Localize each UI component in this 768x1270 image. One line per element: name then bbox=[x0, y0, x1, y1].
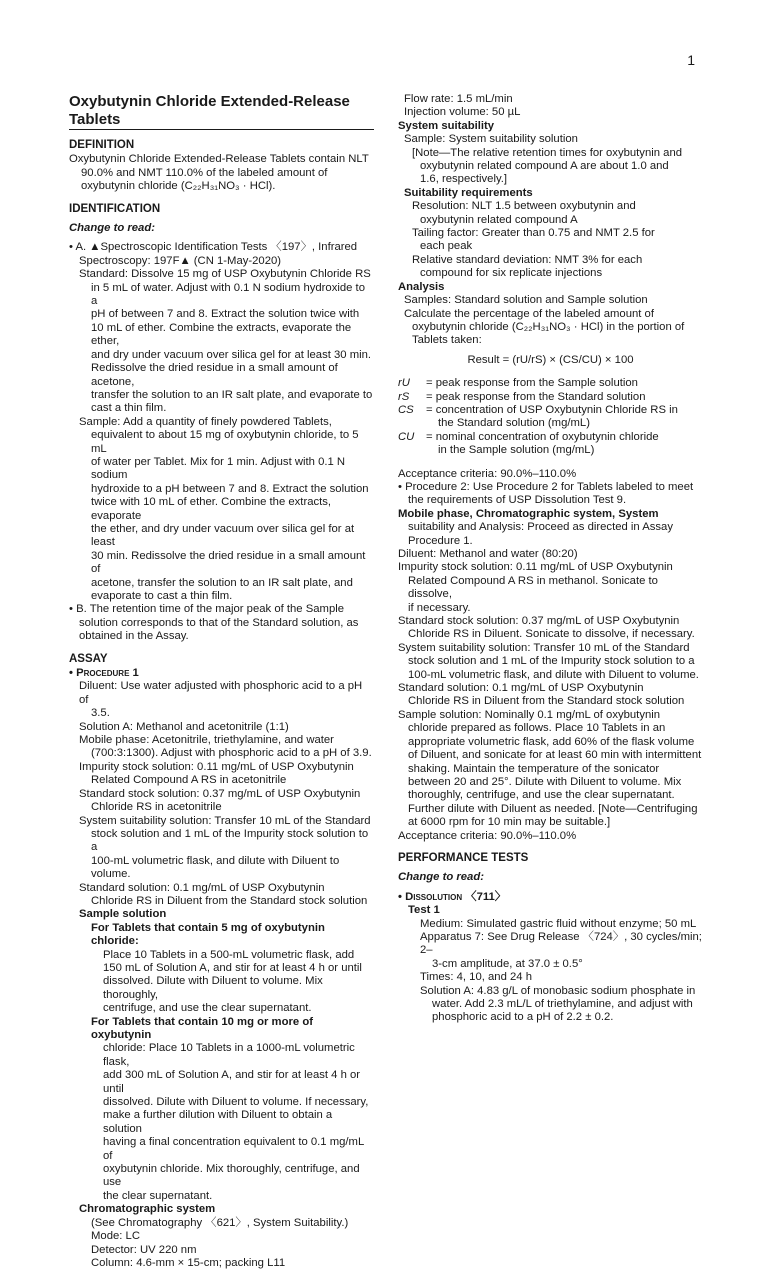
apparatus-line: Apparatus 7: See Drug Release 〈724〉, 30 cycles/min; 2– bbox=[420, 930, 702, 957]
times-line: Times: 4, 10, and 24 h bbox=[420, 971, 532, 984]
left-column bbox=[69, 93, 374, 1270]
tablets-5mg-line: dissolved. Dilute with Diluent to volume. Mix thoroughly, bbox=[103, 975, 323, 1001]
test-1-heading: Test 1 bbox=[408, 904, 440, 917]
monograph-title-line1: Oxybutynin Chloride Extended-Release bbox=[69, 93, 350, 110]
mobile-phase-system-line: Procedure 1. bbox=[408, 534, 473, 547]
spacer bbox=[398, 458, 703, 468]
sample-solution-2-line: chloride prepared as follows. Place 10 Tablets in an bbox=[408, 722, 666, 735]
sample-line: equivalent to about 15 mg of oxybutynin chloride, to 5 mL bbox=[91, 429, 359, 455]
solution-a-2-line: water. Add 2.3 mL/L of triethylamine, and adjust with bbox=[432, 998, 693, 1010]
sample-line: twice with 10 mL of ether. Combine the extracts, evaporate bbox=[91, 496, 332, 522]
diluent-2-line: Diluent: Methanol and water (80:20) bbox=[398, 548, 578, 560]
diluent-line: 3.5. bbox=[91, 707, 110, 720]
sample-line: evaporate to cast a thin film. bbox=[91, 590, 233, 602]
sample-solution-2-line: at 6000 rpm for 10 min may be suitable.] bbox=[408, 816, 611, 829]
note-line: 1.6, respectively.] bbox=[420, 173, 508, 186]
chromatography-reference: (See Chromatography 〈621〉, System Suitability.) bbox=[91, 1216, 349, 1229]
standard-line: pH of between 7 and 8. Extract the solution twice with bbox=[91, 308, 360, 321]
medium-line: Medium: Simulated gastric fluid without enzyme; 50 mL bbox=[420, 917, 697, 930]
standard-line: Standard: Dissolve 15 mg of USP Oxybutynin Chloride RS bbox=[79, 268, 371, 281]
standard-stock-2-line: Chloride RS in Diluent. Sonicate to dissolve, if necessary. bbox=[408, 628, 695, 641]
sample-line: acetone, transfer the solution to an IR salt plate, and bbox=[91, 576, 353, 589]
change-to-read-label: Change to read: bbox=[69, 222, 155, 235]
detector-line: Detector: UV 220 nm bbox=[91, 1243, 197, 1256]
identification-b-line: solution corresponds to that of the Standard solution, as bbox=[79, 616, 359, 629]
acceptance-criteria-line: Acceptance criteria: 90.0%–110.0% bbox=[398, 467, 577, 480]
resolution-line: oxybutynin related compound A bbox=[420, 213, 578, 226]
note-line: [Note—The relative retention times for oxybutynin and bbox=[412, 146, 683, 159]
tablets-10mg-line: chloride: Place 10 Tablets in a 1000-mL volumetric flask, bbox=[103, 1042, 355, 1068]
flow-rate-line: Flow rate: 1.5 mL/min bbox=[404, 93, 513, 105]
acceptance-criteria-2-line: Acceptance criteria: 90.0%–110.0% bbox=[398, 829, 577, 842]
identification-b-line: • B. The retention time of the major peak of the Sample bbox=[69, 603, 345, 616]
definition-text: = concentration of USP Oxybutynin Chloride RS in bbox=[426, 403, 678, 416]
solution-a-line: Solution A: Methanol and acetonitrile (1:1) bbox=[79, 720, 289, 733]
standard-stock-2-line: Standard stock solution: 0.37 mg/mL of USP Oxybutynin bbox=[398, 615, 680, 628]
standard-line: cast a thin film. bbox=[91, 402, 167, 415]
chromatographic-system-heading: Chromatographic system bbox=[79, 1203, 216, 1216]
dissolution-heading: • Dissolution 〈711〉 bbox=[398, 890, 507, 903]
definition-ru bbox=[398, 377, 703, 390]
solution-a-2-line: Solution A: 4.83 g/L of monobasic sodium phosphate in bbox=[420, 984, 696, 997]
monograph-title-line2: Tablets bbox=[69, 111, 121, 128]
standard-solution-2-line: Chloride RS in Diluent from the Standard stock solution bbox=[408, 695, 685, 708]
calculate-line: oxybutynin chloride (C₂₂H₃₁NO₃ · HCl) in the portion of bbox=[412, 320, 685, 333]
rsd-line: compound for six replicate injections bbox=[420, 267, 603, 280]
sample-solution-heading: Sample solution bbox=[79, 908, 167, 921]
note-line: oxybutynin related compound A are about 1.0 and bbox=[420, 160, 669, 173]
system-suitability-solution-line: 100-mL volumetric flask, and dilute with Diluent to volume. bbox=[91, 854, 340, 881]
samples-line: Samples: Standard solution and Sample solution bbox=[404, 294, 648, 307]
diluent-line: Diluent: Use water adjusted with phosphoric acid to a pH of bbox=[79, 680, 363, 706]
mobile-phase-system-line: Mobile phase, Chromatographic system, System bbox=[398, 507, 659, 520]
tailing-factor-line: Tailing factor: Greater than 0.75 and NMT 2.5 for bbox=[412, 227, 655, 240]
tablets-10mg-line: dissolved. Dilute with Diluent to volume. If necessary, bbox=[103, 1096, 369, 1109]
right-column bbox=[398, 93, 703, 1025]
standard-line: in 5 mL of water. Adjust with 0.1 N sodium hydroxide to a bbox=[91, 281, 365, 308]
standard-solution-line: Standard solution: 0.1 mg/mL of USP Oxybutynin bbox=[79, 881, 325, 894]
definition-heading: DEFINITION bbox=[69, 139, 135, 151]
sample-line: hydroxide to a pH between 7 and 8. Extract the solution bbox=[91, 482, 369, 495]
calculate-line: Tablets taken: bbox=[412, 334, 482, 347]
standard-solution-2-line: Standard solution: 0.1 mg/mL of USP Oxybutynin bbox=[398, 682, 644, 695]
result-formula: Result = (rU/rS) × (CS/CU) × 100 bbox=[467, 353, 634, 366]
system-suitability-2-line: 100-mL volumetric flask, and dilute with Diluent to volume. bbox=[408, 668, 699, 681]
tablets-10mg-line: the clear supernatant. bbox=[103, 1189, 213, 1202]
system-suitability-2-line: stock solution and 1 mL of the Impurity stock solution to a bbox=[408, 655, 695, 668]
sample-solution-2-line: appropriate volumetric flask, add 60% of the flask volume bbox=[408, 735, 695, 748]
mode-line: Mode: LC bbox=[91, 1230, 140, 1243]
impurity-stock-2-line: if necessary. bbox=[408, 601, 471, 614]
symbol-ru: rU bbox=[398, 377, 410, 390]
resolution-line: Resolution: NLT 1.5 between oxybutynin and bbox=[412, 200, 636, 213]
tablets-10mg-line: having a final concentration equivalent to 0.1 mg/mL of bbox=[103, 1136, 364, 1162]
definition-cu bbox=[398, 431, 703, 444]
impurity-stock-line: Related Compound A RS in acetonitrile bbox=[91, 774, 287, 787]
standard-line: Redissolve the dried residue in a small amount of acetone, bbox=[91, 362, 338, 388]
definition-text: = peak response from the Sample solution bbox=[426, 377, 638, 390]
system-suitability-solution-line: System suitability solution: Transfer 10 mL of the Standard bbox=[79, 814, 371, 827]
identification-b-line: obtained in the Assay. bbox=[79, 630, 189, 643]
symbol-cs: CS bbox=[398, 403, 414, 416]
column-line: Column: 4.6-mm × 15-cm; packing L11 bbox=[91, 1256, 286, 1269]
system-suitability-heading: System suitability bbox=[398, 119, 495, 132]
tablets-5mg-line: Place 10 Tablets in a 500-mL volumetric flask, add bbox=[103, 948, 355, 961]
tablets-5mg-line: 150 mL of Solution A, and stir for at least 4 h or until bbox=[103, 961, 362, 974]
tablets-10mg-line: For Tablets that contain 10 mg or more of oxybutynin bbox=[91, 1015, 313, 1041]
definition-line: oxybutynin chloride (C₂₂H₃₁NO₃ · HCl). bbox=[81, 180, 276, 193]
mobile-phase-line: (700:3:1300). Adjust with phosphoric acid to a pH of 3.9. bbox=[91, 747, 372, 760]
sample-solution-2-line: Sample solution: Nominally 0.1 mg/mL of oxybutynin bbox=[398, 708, 661, 721]
standard-stock-line: Standard stock solution: 0.37 mg/mL of USP Oxybutynin bbox=[79, 787, 361, 800]
sample-solution-2-line: between 20 and 25°. Dilute with Diluent to volume. Mix bbox=[408, 775, 682, 788]
identification-a-line: • A. ▲Spectroscopic Identification Tests 〈197〉, Infrared bbox=[69, 241, 358, 254]
apparatus-line: 3-cm amplitude, at 37.0 ± 0.5° bbox=[432, 957, 583, 970]
mobile-phase-system-line: suitability and Analysis: Proceed as directed in Assay bbox=[408, 521, 673, 534]
definition-line: 90.0% and NMT 110.0% of the labeled amount of bbox=[81, 166, 328, 179]
solution-a-2-line: phosphoric acid to a pH of 2.2 ± 0.2. bbox=[432, 1011, 614, 1024]
sample-solution-2-line: shaking. Maintain the temperature of the sonicator bbox=[408, 762, 660, 775]
tablets-5mg-line: centrifuge, and use the clear supernatant. bbox=[103, 1002, 312, 1015]
assay-heading: ASSAY bbox=[69, 652, 108, 665]
mobile-phase-line: Mobile phase: Acetonitrile, triethylamine, and water bbox=[79, 734, 334, 747]
tablets-5mg-line: For Tablets that contain 5 mg of oxybutynin chloride: bbox=[91, 921, 325, 948]
definition-line: Oxybutynin Chloride Extended-Release Tablets contain NLT bbox=[69, 153, 369, 166]
impurity-stock-line: Impurity stock solution: 0.11 mg/mL of USP Oxybutynin bbox=[79, 760, 354, 773]
definition-text: = nominal concentration of oxybutynin chloride bbox=[426, 430, 659, 443]
procedure-1-heading: • Procedure 1 bbox=[69, 667, 139, 680]
tablets-10mg-line: add 300 mL of Solution A, and stir for at least 4 h or until bbox=[103, 1069, 361, 1095]
suitability-requirements-heading: Suitability requirements bbox=[404, 186, 533, 199]
impurity-stock-2-line: Related Compound A RS in methanol. Sonicate to dissolve, bbox=[408, 574, 658, 601]
tailing-factor-line: each peak bbox=[420, 240, 473, 253]
definition-cs bbox=[398, 404, 703, 417]
standard-solution-line: Chloride RS in Diluent from the Standard stock solution bbox=[91, 894, 368, 907]
rsd-line: Relative standard deviation: NMT 3% for each bbox=[412, 253, 643, 266]
tablets-10mg-line: oxybutynin chloride. Mix thoroughly, centrifuge, and use bbox=[103, 1163, 360, 1189]
page-number: 1 bbox=[687, 52, 695, 68]
identification-heading: IDENTIFICATION bbox=[69, 202, 161, 215]
standard-stock-line: Chloride RS in acetonitrile bbox=[91, 801, 222, 814]
sample-line: 30 min. Redissolve the dried residue in a small amount of bbox=[91, 549, 366, 576]
symbol-cu: CU bbox=[398, 430, 415, 443]
procedure-2-line: the requirements of USP Dissolution Test 9. bbox=[408, 494, 627, 507]
definition-text: the Standard solution (mg/mL) bbox=[438, 417, 590, 430]
standard-line: and dry under vacuum over silica gel for at least 30 min. bbox=[91, 348, 372, 361]
identification-a-line: Spectroscopy: 197F▲ (CN 1-May-2020) bbox=[79, 254, 282, 267]
title-rule bbox=[69, 129, 374, 130]
definition-text: = peak response from the Standard solution bbox=[426, 390, 646, 403]
sample-solution-2-line: thoroughly, centrifuge, and use the clear supernatant. bbox=[408, 789, 675, 802]
system-suitability-2-line: System suitability solution: Transfer 10 mL of the Standard bbox=[398, 641, 690, 654]
impurity-stock-2-line: Impurity stock solution: 0.11 mg/mL of USP Oxybutynin bbox=[398, 561, 673, 574]
analysis-heading: Analysis bbox=[398, 280, 445, 293]
change-to-read-label-2: Change to read: bbox=[398, 871, 484, 884]
injection-volume-line: Injection volume: 50 µL bbox=[404, 106, 521, 119]
sample-line: of water per Tablet. Mix for 1 min. Adjust with 0.1 N sodium bbox=[91, 455, 346, 482]
standard-line: transfer the solution to an IR salt plate, and evaporate to bbox=[91, 388, 373, 401]
performance-tests-heading: PERFORMANCE TESTS bbox=[398, 851, 529, 864]
system-suitability-sample-line: Sample: System suitability solution bbox=[404, 133, 578, 146]
symbol-rs: rS bbox=[398, 390, 410, 403]
definition-text: in the Sample solution (mg/mL) bbox=[438, 444, 595, 457]
sample-solution-2-line: of Diluent, and sonicate for at least 60 min with intermittent bbox=[408, 749, 702, 762]
procedure-2-line: • Procedure 2: Use Procedure 2 for Tablets labeled to meet bbox=[398, 480, 694, 493]
tablets-10mg-line: make a further dilution with Diluent to obtain a solution bbox=[103, 1109, 333, 1135]
sample-line: Sample: Add a quantity of finely powdered Tablets, bbox=[79, 415, 332, 428]
sample-line: the ether, and dry under vacuum over silica gel for at least bbox=[91, 522, 355, 549]
sample-solution-2-line: Further dilute with Diluent as needed. [Note—Centrifuging bbox=[408, 802, 698, 815]
system-suitability-solution-line: stock solution and 1 mL of the Impurity stock solution to a bbox=[91, 827, 369, 854]
definition-rs bbox=[398, 391, 703, 404]
calculate-line: Calculate the percentage of the labeled amount of bbox=[404, 307, 654, 320]
standard-line: 10 mL of ether. Combine the extracts, evaporate the ether, bbox=[91, 321, 352, 348]
